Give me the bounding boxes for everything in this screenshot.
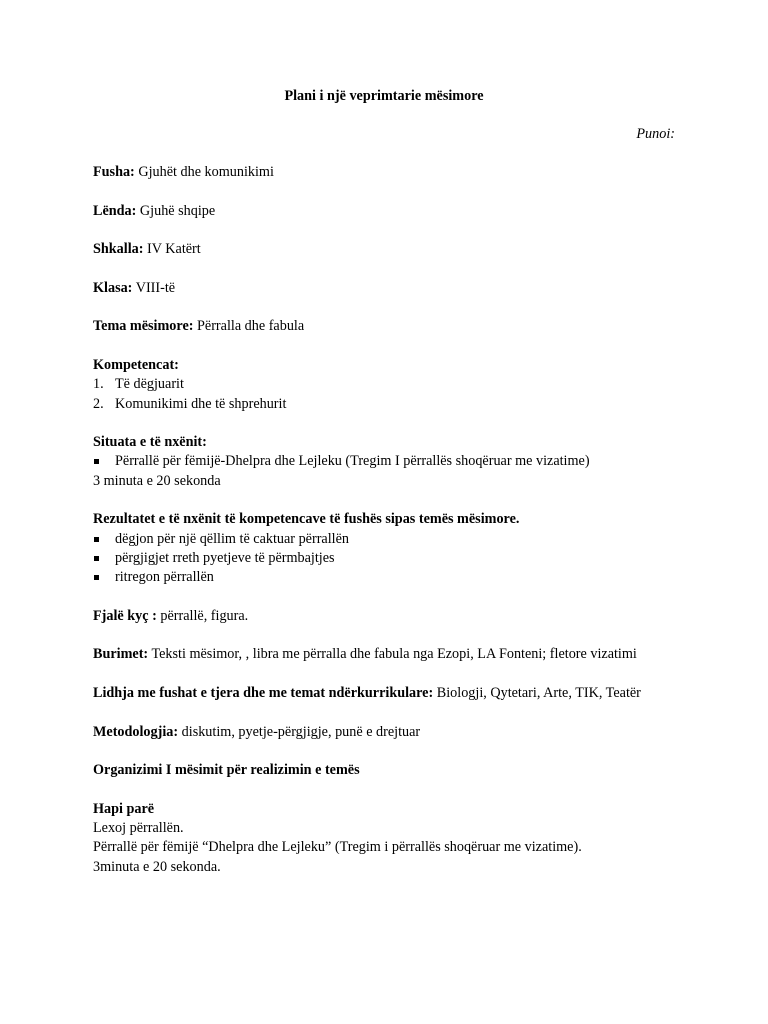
field-label: Lënda: — [93, 202, 137, 219]
field-metodologjia — [93, 723, 678, 742]
bullet-list — [93, 530, 678, 588]
field-label: Shkalla: — [93, 241, 144, 258]
list-item-text: ritregon përrallën — [115, 569, 214, 586]
field-shkalla — [93, 240, 678, 259]
section-heading: Rezultatet e të nxënit të kompetencave të fushës sipas temës mësimore. — [93, 511, 520, 528]
field-label: Tema mësimore: — [93, 318, 194, 335]
section-situata — [93, 433, 678, 491]
field-label: Klasa: — [93, 279, 133, 296]
section-organizimi: Organizimi I mësimit për realizimin e temës — [93, 762, 360, 779]
list-item — [93, 549, 678, 568]
list-item-text: Të dëgjuarit — [115, 376, 184, 393]
list-item — [93, 395, 678, 414]
list-item-text: Komunikimi dhe të shprehurit — [115, 395, 287, 412]
list-item — [93, 452, 678, 471]
field-label: Burimet: — [93, 646, 149, 663]
field-label: Metodologjia: — [93, 723, 179, 740]
field-burimet — [93, 645, 678, 664]
list-item — [93, 568, 678, 587]
field-klasa — [93, 279, 678, 298]
square-bullet-icon — [94, 459, 99, 464]
list-item-text: Përrallë për fëmijë-Dhelpra dhe Lejleku (Tregim I përrallës shoqëruar me vizatime) — [115, 453, 590, 470]
paragraph-line: Lexoj përrallën. — [93, 820, 184, 837]
square-bullet-icon — [94, 537, 99, 542]
section-heading: Kompetencat: — [93, 356, 179, 373]
square-bullet-icon — [94, 575, 99, 580]
field-tema — [93, 317, 678, 336]
list-number: 1. — [93, 376, 104, 393]
section-heading: Hapi parë — [93, 800, 155, 817]
section-hapi-pare — [93, 800, 678, 877]
document-body — [93, 163, 678, 896]
section-kompetencat — [93, 356, 678, 414]
field-fusha — [93, 163, 678, 182]
section-heading: Situata e të nxënit: — [93, 434, 207, 451]
square-bullet-icon — [94, 556, 99, 561]
field-label: Fusha: — [93, 164, 135, 180]
list-item — [93, 375, 678, 394]
list-number: 2. — [93, 395, 104, 412]
field-value: Biologji, Qytetari, Arte, TIK, Teatër — [433, 685, 641, 702]
author-label: Punoi: — [636, 126, 675, 142]
field-value: diskutim, pyetje-përgjigje, punë e drejtuar — [178, 723, 421, 740]
paragraph-line: 3minuta e 20 sekonda. — [93, 858, 221, 875]
numbered-list — [93, 375, 678, 414]
list-item-text: dëgjon për një qëllim të caktuar përrallën — [115, 530, 349, 547]
field-lenda — [93, 202, 678, 221]
section-rezultatet — [93, 510, 678, 587]
field-lidhja — [93, 684, 678, 703]
field-value: Gjuhë shqipe — [136, 202, 216, 219]
field-value: përrallë, figura. — [156, 607, 249, 624]
field-value: Teksti mësimor, , libra me përralla dhe fabula nga Ezopi, LA Fonteni; fletore vizatimi — [148, 646, 637, 663]
list-item — [93, 530, 678, 549]
paragraph-line: Përrallë për fëmijë “Dhelpra dhe Lejleku” (Tregim i përrallës shoqëruar me vizatime). — [93, 839, 582, 856]
document-title: Plani i një veprimtarie mësimore — [284, 88, 484, 104]
field-value: Gjuhët dhe komunikimi — [134, 164, 274, 180]
field-value: IV Katërt — [143, 241, 201, 258]
field-value: VIII-të — [132, 279, 176, 296]
field-label: Fjalë kyç : — [93, 607, 157, 624]
field-fjale-kyc — [93, 607, 678, 626]
field-label: Lidhja me fushat e tjera dhe me temat ndërkurrikulare: — [93, 685, 434, 702]
bullet-list — [93, 452, 678, 471]
duration-note: 3 minuta e 20 sekonda — [93, 472, 221, 489]
field-value: Përralla dhe fabula — [193, 318, 305, 335]
list-item-text: përgjigjet rreth pyetjeve të përmbajtjes — [115, 549, 335, 566]
